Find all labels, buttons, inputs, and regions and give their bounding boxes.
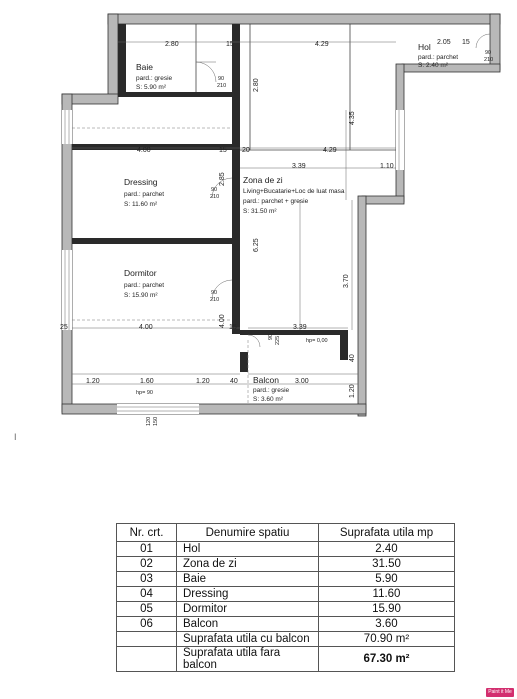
row-nr: 01 — [117, 542, 177, 557]
room-name-baie: Baie — [136, 62, 154, 72]
row-area: 31.50 — [319, 557, 455, 572]
room-desc-zona: Living+Bucatarie+Loc de luat masa — [243, 188, 345, 195]
room-name-balcon: Balcon — [253, 375, 279, 385]
row-area: 11.60 — [319, 587, 455, 602]
brand-badge: Paint it Me — [486, 688, 514, 697]
dim-1-20-c: 1.20 — [349, 384, 356, 398]
dim-2-05: 2.05 — [437, 39, 451, 46]
row-name: Balcon — [177, 617, 319, 632]
row-name: Dressing — [177, 587, 319, 602]
room-area-dressing: S: 11.60 m² — [124, 201, 158, 208]
row-nr: 06 — [117, 617, 177, 632]
row-area: 15.90 — [319, 602, 455, 617]
door-height-hol: 210 — [484, 57, 494, 63]
window-width: 120 — [146, 416, 152, 426]
dim-15-c: 15 — [229, 324, 237, 331]
dim-3-00: 3.00 — [295, 378, 309, 385]
room-name-dressing: Dressing — [124, 177, 158, 187]
dim-1-10: 1.10 — [380, 163, 394, 170]
total-row-with-balcony — [117, 632, 455, 647]
sill-height-balcon: hp= 0,00 — [306, 338, 328, 344]
room-floor-hol: pard.: parchet — [418, 54, 459, 61]
table-row — [117, 587, 455, 602]
dim-2-80-v: 2.80 — [253, 78, 260, 92]
dim-4-00-a: 4.00 — [137, 147, 151, 154]
area-table — [116, 523, 455, 672]
header-name: Denumire spatiu — [177, 524, 319, 542]
dim-4-29-top: 4.29 — [315, 41, 329, 48]
door-width-dressing: 90 — [211, 187, 218, 193]
dim-15-a: 15 — [226, 41, 234, 48]
dim-4-35: 4.35 — [349, 111, 356, 125]
dim-4-00-b: 4.00 — [139, 324, 153, 331]
row-nr: 03 — [117, 572, 177, 587]
row-name: Zona de zi — [177, 557, 319, 572]
dim-25: 25 — [60, 324, 68, 331]
door-height-baie: 210 — [217, 83, 227, 89]
dim-2-80-top: 2.80 — [165, 41, 179, 48]
header-area: Suprafata utila mp — [319, 524, 455, 542]
door-width-dormitor: 90 — [211, 290, 218, 296]
blank-cell — [117, 647, 177, 672]
sill-height-dormitor: hp= 90 — [136, 390, 153, 396]
door-height-balcon: 225 — [275, 335, 281, 345]
row-area: 5.90 — [319, 572, 455, 587]
page-mark: I — [14, 432, 17, 442]
table-row — [117, 557, 455, 572]
door-height-dressing: 210 — [210, 194, 220, 200]
dim-15-hol: 15 — [462, 39, 470, 46]
table-row — [117, 617, 455, 632]
header-nr: Nr. crt. — [117, 524, 177, 542]
room-area-baie: S: 5.90 m² — [136, 84, 166, 91]
dim-3-39-a: 3.39 — [292, 163, 306, 170]
dim-1-20-a: 1.20 — [86, 378, 100, 385]
dim-1-20-b: 1.20 — [196, 378, 210, 385]
total-label: Suprafata utila cu balcon — [177, 632, 319, 647]
room-name-zona: Zona de zi — [243, 175, 283, 185]
door-width-hol: 90 — [485, 50, 492, 56]
room-floor-baie: pard.: gresie — [136, 75, 173, 82]
total-label: Suprafata utila fara balcon — [177, 647, 319, 672]
dim-6-25: 6.25 — [253, 238, 260, 252]
row-nr: 02 — [117, 557, 177, 572]
dim-4-00-v: 4.00 — [219, 314, 226, 328]
room-floor-dormitor: pard.: parchet — [124, 282, 165, 289]
room-area-hol: S: 2.40 m² — [418, 62, 448, 69]
row-area: 2.40 — [319, 542, 455, 557]
room-name-dormitor: Dormitor — [124, 268, 157, 278]
door-width-baie: 90 — [218, 76, 225, 82]
dim-1-60: 1.60 — [140, 378, 154, 385]
blank-cell — [117, 632, 177, 647]
total-value: 67.30 m² — [319, 647, 455, 672]
door-width-balcon: 90 — [268, 333, 274, 340]
table-header — [117, 524, 455, 542]
dim-2-85: 2.85 — [219, 172, 226, 186]
room-name-hol: Hol — [418, 42, 431, 52]
row-name: Dormitor — [177, 602, 319, 617]
row-name: Baie — [177, 572, 319, 587]
row-name: Hol — [177, 542, 319, 557]
room-area-dormitor: S: 15.90 m² — [124, 292, 158, 299]
room-floor-balcon: pard.: gresie — [253, 387, 290, 394]
total-value: 70.90 m² — [319, 632, 455, 647]
dim-40-v: 40 — [349, 354, 356, 362]
table-row — [117, 572, 455, 587]
window-height: 150 — [153, 416, 159, 426]
dim-3-70: 3.70 — [343, 274, 350, 288]
dim-20: 20 — [242, 147, 250, 154]
table-row — [117, 602, 455, 617]
dim-3-39-b: 3.39 — [293, 324, 307, 331]
dim-15-b: 15 — [219, 147, 227, 154]
total-row-without-balcony — [117, 647, 455, 672]
door-height-dormitor: 210 — [210, 297, 220, 303]
dim-4-29-mid: 4.29 — [323, 147, 337, 154]
room-area-zona: S: 31.50 m² — [243, 208, 277, 215]
room-floor-zona: pard.: parchet + gresie — [243, 198, 309, 205]
room-floor-dressing: pard.: parchet — [124, 191, 165, 198]
dim-40: 40 — [230, 378, 238, 385]
row-nr: 04 — [117, 587, 177, 602]
table-row — [117, 542, 455, 557]
row-area: 3.60 — [319, 617, 455, 632]
row-nr: 05 — [117, 602, 177, 617]
room-area-balcon: S: 3.60 m² — [253, 396, 283, 403]
